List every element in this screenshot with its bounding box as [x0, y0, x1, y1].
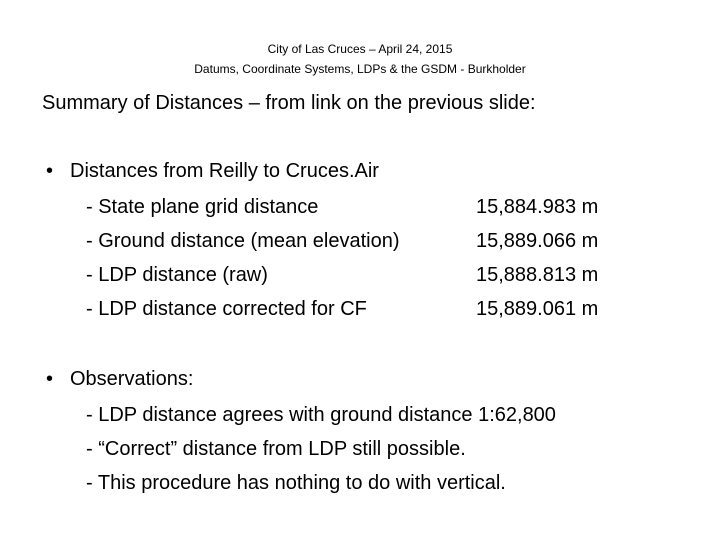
distance-value-state-plane: 15,884.983 m: [476, 196, 599, 218]
bullet-observations: [46, 368, 193, 391]
bullet-dot: •: [46, 160, 54, 182]
bullet-heading-distances: Distances from Reilly to Cruces.Air: [70, 160, 379, 182]
observation-item: - LDP distance agrees with ground distance 1:62,800: [86, 404, 556, 426]
observation-item: - “Correct” distance from LDP still possible.: [86, 438, 466, 460]
bullet-distances: [46, 160, 379, 183]
distance-label-ldp-corrected: - LDP distance corrected for CF: [86, 298, 367, 320]
header-line-2: Datums, Coordinate Systems, LDPs & the GSDM - Burkholder: [194, 62, 526, 76]
header-line-1: City of Las Cruces – April 24, 2015: [267, 42, 453, 56]
distance-value-ldp-corrected: 15,889.061 m: [476, 298, 599, 320]
distance-value-ldp-raw: 15,888.813 m: [476, 264, 599, 286]
distance-value-ground: 15,889.066 m: [476, 230, 599, 252]
distance-label-ldp-raw: - LDP distance (raw): [86, 264, 268, 286]
distance-label-ground: - Ground distance (mean elevation): [86, 230, 400, 252]
distance-label-state-plane: - State plane grid distance: [86, 196, 319, 218]
slide-title: Summary of Distances – from link on the previous slide:: [42, 92, 536, 114]
observation-item: - This procedure has nothing to do with vertical.: [86, 472, 506, 494]
bullet-heading-observations: Observations:: [70, 368, 194, 390]
bullet-dot: •: [46, 368, 54, 390]
